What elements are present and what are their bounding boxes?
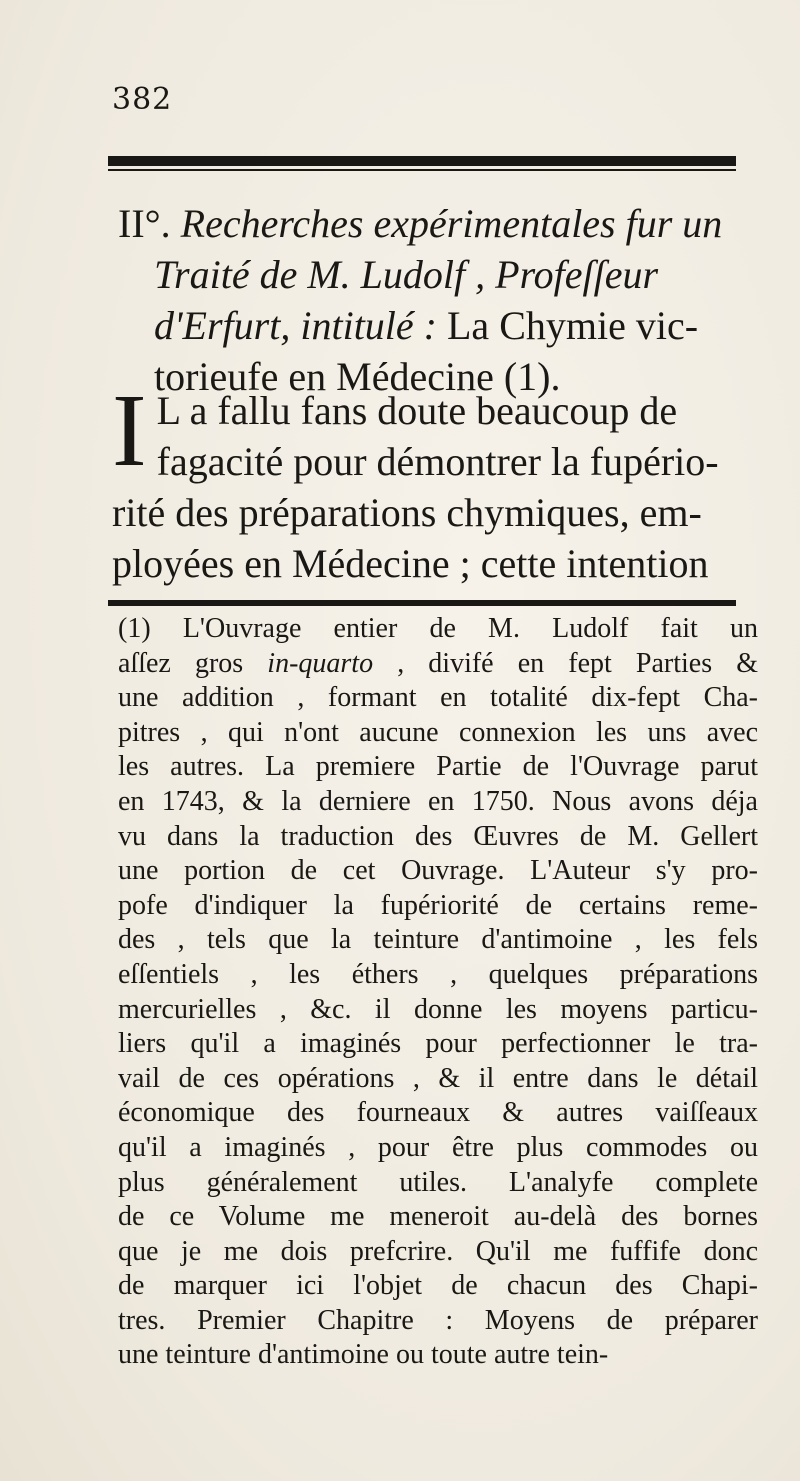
header-rule — [108, 156, 736, 172]
footnote-line: de marquer ici l'objet de chacun des Chapi- — [118, 1270, 758, 1302]
footnote-rule — [108, 600, 736, 606]
heading-line-4: torieufe en Médecine (1). — [154, 354, 561, 399]
heading-line-2: Traité de M. Ludolf , Profeſſeur — [154, 252, 659, 297]
footnote-line: liers qu'il a imaginés pour perfectionner le tra- — [118, 1028, 758, 1060]
footnote-line: des , tels que la teinture d'antimoine , les fels — [118, 924, 758, 956]
section-heading — [118, 198, 758, 402]
footnote-line: de ce Volume me meneroit au-delà des bornes — [118, 1201, 758, 1233]
footnote-line: une addition , formant en totalité dix-fept Cha- — [118, 682, 758, 714]
body-line: fagacité pour démontrer la fupério- — [156, 439, 719, 484]
footnote-line: une teinture d'antimoine ou toute autre tein- — [118, 1339, 609, 1371]
body-line: L a fallu fans doute beaucoup de — [156, 388, 678, 433]
heading-line-3 — [118, 300, 758, 351]
footnote-line: aſſez gros in-quarto , divifé en fept Parties & — [118, 647, 759, 679]
footnote-line: que je me dois prefcrire. Qu'il me fuffife donc — [118, 1235, 758, 1267]
heading-line-3-italic: d'Erfurt, intitulé : — [154, 303, 437, 348]
page-number: 382 — [112, 82, 173, 117]
body-line: ployées en Médecine ; cette intention — [112, 541, 709, 586]
footnote-line: les autres. La premiere Partie de l'Ouvrage parut — [118, 751, 758, 783]
footnote-line: économique des fourneaux & autres vaiſſeaux — [118, 1097, 758, 1129]
footnote-line: eſſentiels , les éthers , quelques préparations — [118, 958, 758, 990]
heading-line-1 — [118, 198, 758, 249]
body-line: rité des préparations chymiques, em- — [112, 490, 702, 535]
footnote-line: mercurielles , &c. il donne les moyens particu- — [118, 993, 758, 1025]
footnote-line: vu dans la traduction des Œuvres de M. Gellert — [118, 820, 758, 852]
footnote-line: vail de ces opérations , & il entre dans le détail — [118, 1062, 758, 1094]
heading-title-start: Recherches expérimentales fur un — [180, 201, 723, 246]
footnote-italic: in-quarto — [267, 647, 374, 679]
footnote-line: qu'il a imaginés , pour être plus commodes ou — [118, 1131, 758, 1163]
footnote-line: tres. Premier Chapitre : Moyens de préparer — [118, 1304, 758, 1336]
footnote-line: pitres , qui n'ont aucune connexion les uns avec — [118, 716, 758, 748]
heading-numeral: II°. — [118, 201, 171, 246]
footnote-line: en 1743, & la derniere en 1750. Nous avons déja — [118, 785, 758, 817]
heading-line-3-roman: La Chymie vic- — [447, 303, 699, 348]
footnote-line: une portion de cet Ouvrage. L'Auteur s'y pro- — [118, 855, 758, 887]
footnote-line: (1) L'Ouvrage entier de M. Ludolf fait un — [118, 613, 758, 644]
drop-cap: I — [112, 373, 147, 488]
footnote-line: pofe d'indiquer la fupériorité de certains reme- — [118, 889, 758, 921]
footnote-line: plus généralement utiles. L'analyfe complete — [118, 1166, 758, 1198]
footnote — [118, 612, 758, 1373]
